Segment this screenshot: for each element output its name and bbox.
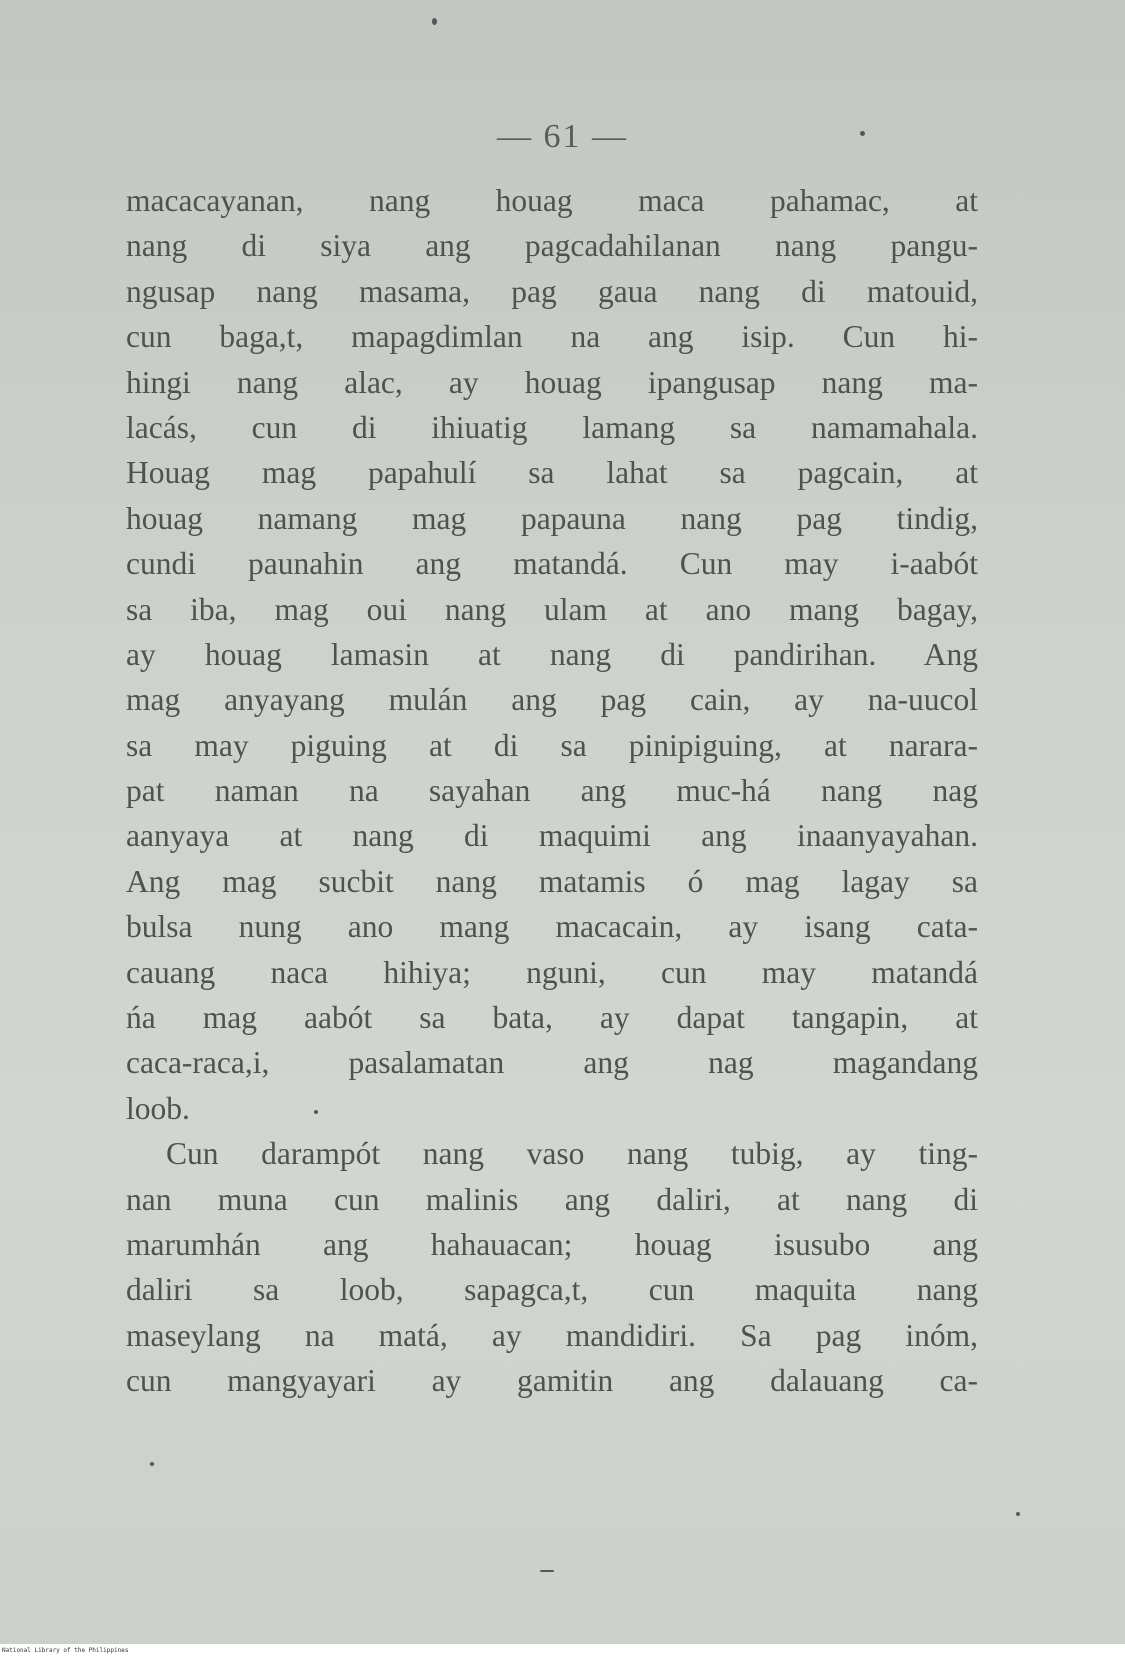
text-line: cundi paunahin ang matandá. Cun may i-aabót: [126, 546, 978, 582]
text-line: sa iba, mag oui nang ulam at ano mang bagay,: [126, 591, 978, 627]
text-line: nang di siya ang pagcadahilanan nang pangu-: [126, 228, 978, 264]
ink-speck: [540, 1570, 554, 1572]
ink-speck: [1016, 1512, 1020, 1516]
text-line: sa may piguing at di sa pinipiguing, at narara-: [126, 727, 978, 763]
text-line: cun baga,t, mapagdimlan na ang isip. Cun hi-: [126, 319, 978, 355]
text-line: Ang mag sucbit nang matamis ó mag lagay sa: [126, 863, 978, 899]
footer-credit: National Library of the Philippines: [0, 1644, 1125, 1658]
text-line: aanyaya at nang di maquimi ang inaanyayahan.: [126, 818, 978, 854]
text-line: caca-raca,i, pasalamatan ang nag magandang: [126, 1045, 978, 1081]
text-line: pat naman na sayahan ang muc-há nang nag: [126, 773, 978, 809]
paragraph-1: [126, 178, 978, 1131]
text-line: ngusap nang masama, pag gaua nang di matouid,: [126, 273, 978, 309]
ink-speck: [432, 18, 437, 25]
text-line: Houag mag papahulí sa lahat sa pagcain, at: [126, 455, 978, 491]
text-line: daliri sa loob, sapagca,t, cun maquita nang: [126, 1272, 978, 1308]
paragraph-2: [126, 1131, 978, 1403]
body-text: [126, 178, 978, 1404]
ink-speck: [314, 1110, 318, 1114]
text-line: Cun darampót nang vaso nang tubig, ay ting-: [166, 1136, 978, 1172]
text-line: cun mangyayari ay gamitin ang dalauang ca-: [126, 1363, 978, 1399]
text-line: lacás, cun di ihiuatig lamang sa namamahala.: [126, 409, 978, 445]
text-line: cauang naca hihiya; nguni, cun may matandá: [126, 954, 978, 990]
text-line: houag namang mag papauna nang pag tindig,: [126, 500, 978, 536]
text-line: bulsa nung ano mang macacain, ay isang cata-: [126, 909, 978, 945]
text-line: marumhán ang hahauacan; houag isusubo ang: [126, 1226, 978, 1262]
text-line: ńa mag aabót sa bata, ay dapat tangapin, at: [126, 1000, 978, 1036]
text-line: mag anyayang mulán ang pag cain, ay na-uucol: [126, 682, 978, 718]
ink-speck: [150, 1462, 154, 1466]
ink-speck: [860, 131, 865, 136]
page-number: — 61 —: [497, 118, 628, 155]
text-line: loob.: [126, 1090, 190, 1126]
text-line: nan muna cun malinis ang daliri, at nang di: [126, 1181, 978, 1217]
text-line: macacayanan, nang houag maca pahamac, at: [126, 183, 978, 218]
text-line: hingi nang alac, ay houag ipangusap nang ma-: [126, 364, 978, 400]
text-line: ay houag lamasin at nang di pandirihan. Ang: [126, 636, 978, 672]
text-line: maseylang na matá, ay mandidiri. Sa pag inóm,: [126, 1317, 978, 1353]
